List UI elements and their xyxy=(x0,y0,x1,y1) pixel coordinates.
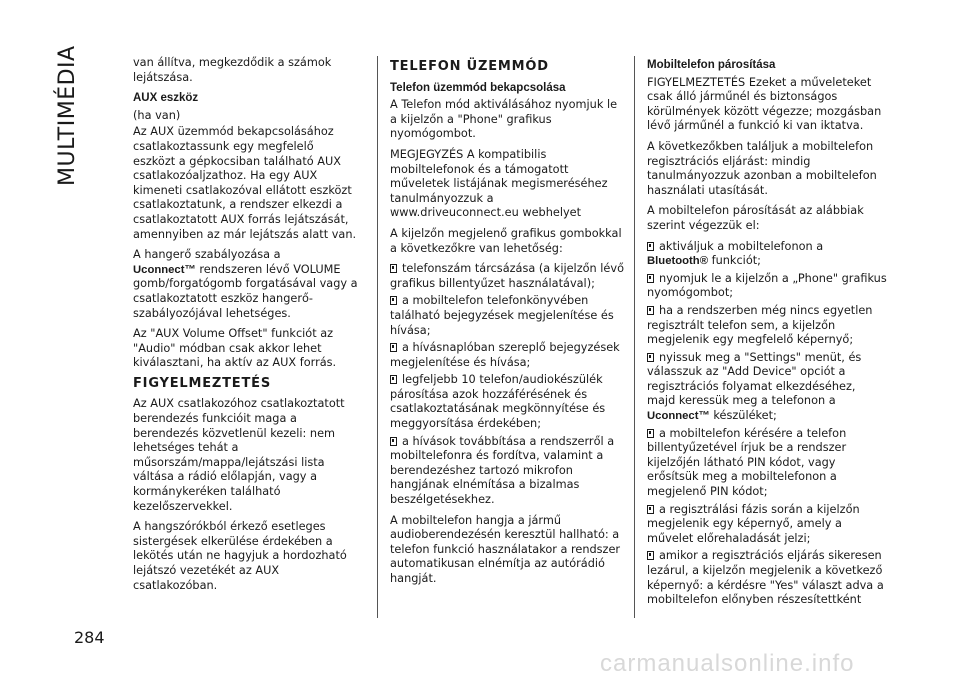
text: A hangerő szabályozása a xyxy=(133,248,281,262)
list-item-text: nyomjuk le a kijelzőn a „Phone" grafikus nyomógombot; xyxy=(647,271,887,300)
paragraph: A következőkben találjuk a mobiltelefon regisztrációs eljárást: mindig tanulmányozzuk azonban a mobiltelefon használati utasítását. xyxy=(647,139,877,197)
list-item xyxy=(390,435,625,508)
list-item xyxy=(647,503,887,547)
paragraph: van állítva, megkezdődik a számok lejátszása. xyxy=(133,56,332,84)
bullet-icon xyxy=(647,242,654,251)
brand-text: Uconnect™ xyxy=(647,410,710,423)
brand-text: Bluetooth® xyxy=(647,255,709,268)
list-item-text: amikor a regisztrációs eljárás sikeresen lezárul, a kijelzőn megjelenik a következő képernyő: a kérdésre "Yes" választ adva a mobiltelefon előnyben részesítettként xyxy=(647,549,884,607)
list-item xyxy=(647,240,887,269)
column-divider xyxy=(377,56,378,618)
bullet-icon xyxy=(390,437,397,446)
paragraph: A Telefon mód aktiválásához nyomjuk le a kijelzőn a "Phone" grafikus nyomógombot. xyxy=(390,98,618,141)
list-item-text: telefonszám tárcsázása (a kijelzőn lévő grafikus billentyűzet használatával); xyxy=(390,262,624,290)
column-middle xyxy=(390,56,625,593)
paragraph: (ha van) xyxy=(133,108,181,122)
list-item xyxy=(390,373,625,431)
list-item-text: ha a rendszerben még nincs egyetlen regisztrált telefon sem, a kijelzőn megjelenik egy megfelelő képernyő; xyxy=(647,303,873,347)
list-item xyxy=(390,341,625,370)
list-item xyxy=(647,549,887,607)
aux-heading: AUX eszköz xyxy=(133,92,199,105)
column-divider xyxy=(634,56,635,618)
list-item-text: a regisztrálási fázis során a kijelzőn megjelenik egy képernyő, amely a művelet előrehaladását jelzi; xyxy=(647,502,860,545)
list-item-text: nyissuk meg a "Settings" menüt, és válasszuk az "Add Device" opciót a regisztrációs folyamat elkezdéséhez, majd keressük meg a telefonon a xyxy=(647,350,862,408)
paragraph: A kijelzőn megjelenő grafikus gombokkal a következőkre van lehetőség: xyxy=(390,226,622,255)
bullet-icon xyxy=(390,375,397,384)
list-item xyxy=(390,262,625,291)
section-side-title: MULTIMÉDIA xyxy=(55,45,80,186)
list-item-text: a hívásnaplóban szereplő bejegyzések megjelenítése és hívása; xyxy=(390,341,620,369)
list-item-text: aktiváljuk a mobiltelefonon a xyxy=(659,239,824,253)
paragraph: Az "AUX Volume Offset" funkciót az "Audio" módban csak akkor lehet kiválasztani, ha aktív az AUX forrás. xyxy=(133,327,337,370)
list-item xyxy=(647,351,887,424)
list-item-text: a mobiltelefon kérésére a telefon billentyűzetével írjuk be a rendszer kijelzőjén látható PIN kódot, vagy erősítsük meg a mobiltelefonon a megjelenő PIN kódot; xyxy=(647,426,847,499)
paragraph: FIGYELMEZTETÉS Ezeket a műveleteket csak álló járműnél és biztonságos körülmények között végezze; mozgásban lévő járműnél a funkció ki van iktatva. xyxy=(647,75,882,133)
list-item xyxy=(390,294,625,338)
bullet-icon xyxy=(647,429,654,438)
warning-heading: FIGYELMEZTETÉS xyxy=(133,375,271,391)
list-item xyxy=(647,304,887,348)
subheading: Telefon üzemmód bekapcsolása xyxy=(390,81,566,94)
paragraph xyxy=(133,248,358,321)
list-item-text: a mobiltelefon telefonkönyvében található bejegyzések megjelenítése és hívása; xyxy=(390,294,614,337)
section-heading: TELEFON ÜZEMMÓD xyxy=(390,59,549,74)
paragraph: Az AUX üzemmód bekapcsolásához csatlakoztassunk egy megfelelő eszközt a gépkocsiban található AUX csatlakozóaljzathoz. Ha egy AUX kimeneti csatlakozóval ellátott eszközt csatlakoztatunk, a rendszer elkezdi a csatlakoztatott AUX forrás lejátszását, amennyiben az már lejátszás alatt van. xyxy=(133,125,357,241)
bullet-icon xyxy=(390,343,397,352)
paragraph: Az AUX csatlakozóhoz csatlakoztatott berendezés funkcióit maga a berendezés közvetlenül kezeli: nem lehetséges tehát a műsorszám/mappa/lejátszási lista váltása a rádió előlapján, vagy a kormánykeréken található kezelőszervekkel. xyxy=(133,397,345,513)
column-left xyxy=(133,56,358,599)
bullet-icon xyxy=(390,296,397,305)
paragraph: A mobiltelefon hangja a jármű audioberendezésén keresztül hallható: a telefon funkció használatakor a rendszer automatikusan elnémítja az autórádió hangját. xyxy=(390,513,621,585)
list-item xyxy=(647,272,887,301)
bullet-icon xyxy=(647,505,654,514)
column-right xyxy=(647,56,887,611)
brand-text: Uconnect™ xyxy=(133,263,196,276)
bullet-icon xyxy=(390,264,397,273)
paragraph: MEGJEGYZÉS A kompatibilis mobiltelefonok és a támogatott műveletek listájának megismeréséhez tanulmányozzuk a www.driveuconnect.eu webhelyet xyxy=(390,147,608,220)
page-number: 284 xyxy=(74,628,105,647)
paragraph: A mobiltelefon párosítását az alábbiak szerint végezzük el: xyxy=(647,204,864,232)
watermark: carmanualsonline.info xyxy=(600,650,855,677)
bullet-icon xyxy=(647,274,654,283)
list-item-text: készüléket; xyxy=(713,409,777,423)
bullet-icon xyxy=(647,353,654,362)
bullet-icon xyxy=(647,551,654,560)
subheading: Mobiltelefon párosítása xyxy=(647,59,776,71)
text: rendszeren lévő VOLUME gomb/forgatógomb forgatásával vagy a csatlakoztatott eszköz hangerő-szabályozójával lehetséges. xyxy=(133,262,358,320)
paragraph: A hangszórókból érkező esetleges sistergések elkerülése érdekében a lekötés után ne hagyjuk a hordozható lejátszó vezetékét az AUX csatlakozóban. xyxy=(133,520,347,592)
list-item-text: a hívások továbbítása a rendszerről a mobiltelefonra és fordítva, valamint a berendezéshez tartozó mikrofon hangjának elnémítása a bizalmas beszélgetésekhez. xyxy=(390,434,615,507)
list-item xyxy=(647,427,887,500)
list-item-text: legfeljebb 10 telefon/audiokészülék párosítása azok hozzáférésének és csatlakoztatásának megkönnyítése és meggyorsítása érdekében; xyxy=(390,373,606,431)
bullet-icon xyxy=(647,306,654,315)
list-item-text: funkciót; xyxy=(711,254,761,268)
